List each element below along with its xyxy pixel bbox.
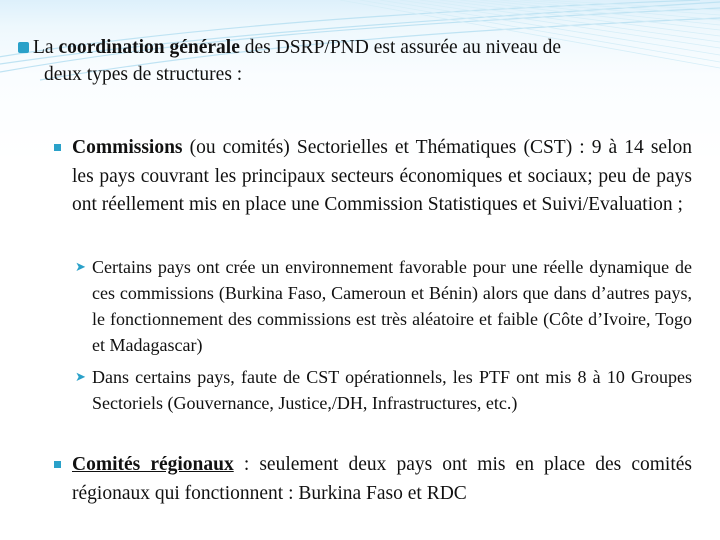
- subbullet-text: Certains pays ont crée un environnement favorable pour une réelle dynamique de ces commissions (Burkina Faso, Cameroun et Bénin) alors que dans d’autres pays, le fonctionnement des commissions est très aléatoire et faible (Côte d’Ivoire, Togo et Madagascar): [92, 257, 692, 355]
- bullet-text: (ou comités) Sectorielles et Thématiques (CST) : 9 à 14 selon les pays couvrant les principaux secteurs économiques et sociaux; peu de pays ont réellement mis en place une Commission Statistiques et Suivi/Evaluation ;: [72, 137, 692, 215]
- bullet-bold: Commissions: [72, 137, 183, 158]
- subbullet-text: Dans certains pays, faute de CST opérationnels, les PTF ont mis 8 à 10 Groupes Sectoriels (Gouvernance, Justice,/DH, Infrastructures, etc.): [92, 367, 692, 413]
- subbullet-ptf: [75, 364, 692, 416]
- bullet-text: : seulement deux pays ont mis en place des comités régionaux qui fonctionnent : Burkina Faso et RDC: [72, 454, 692, 504]
- bullet-commissions: [72, 134, 692, 220]
- arrow-bullet-icon: ➤: [75, 369, 86, 384]
- bullet-comites-regionaux: [72, 451, 692, 508]
- subbullet-favorable: [75, 254, 692, 358]
- arrow-bullet-icon: ➤: [75, 259, 86, 274]
- square-bullet-icon: [54, 461, 61, 468]
- square-bullet-icon: [18, 42, 29, 53]
- square-bullet-icon: [54, 144, 61, 151]
- intro-bold: coordination générale: [58, 37, 240, 58]
- intro-line2: deux types de structures :: [44, 64, 243, 85]
- intro-text: La coordination générale des DSRP/PND est assurée au niveau de deux types de structures :: [18, 34, 698, 88]
- bullet-bold: Comités régionaux: [72, 454, 234, 475]
